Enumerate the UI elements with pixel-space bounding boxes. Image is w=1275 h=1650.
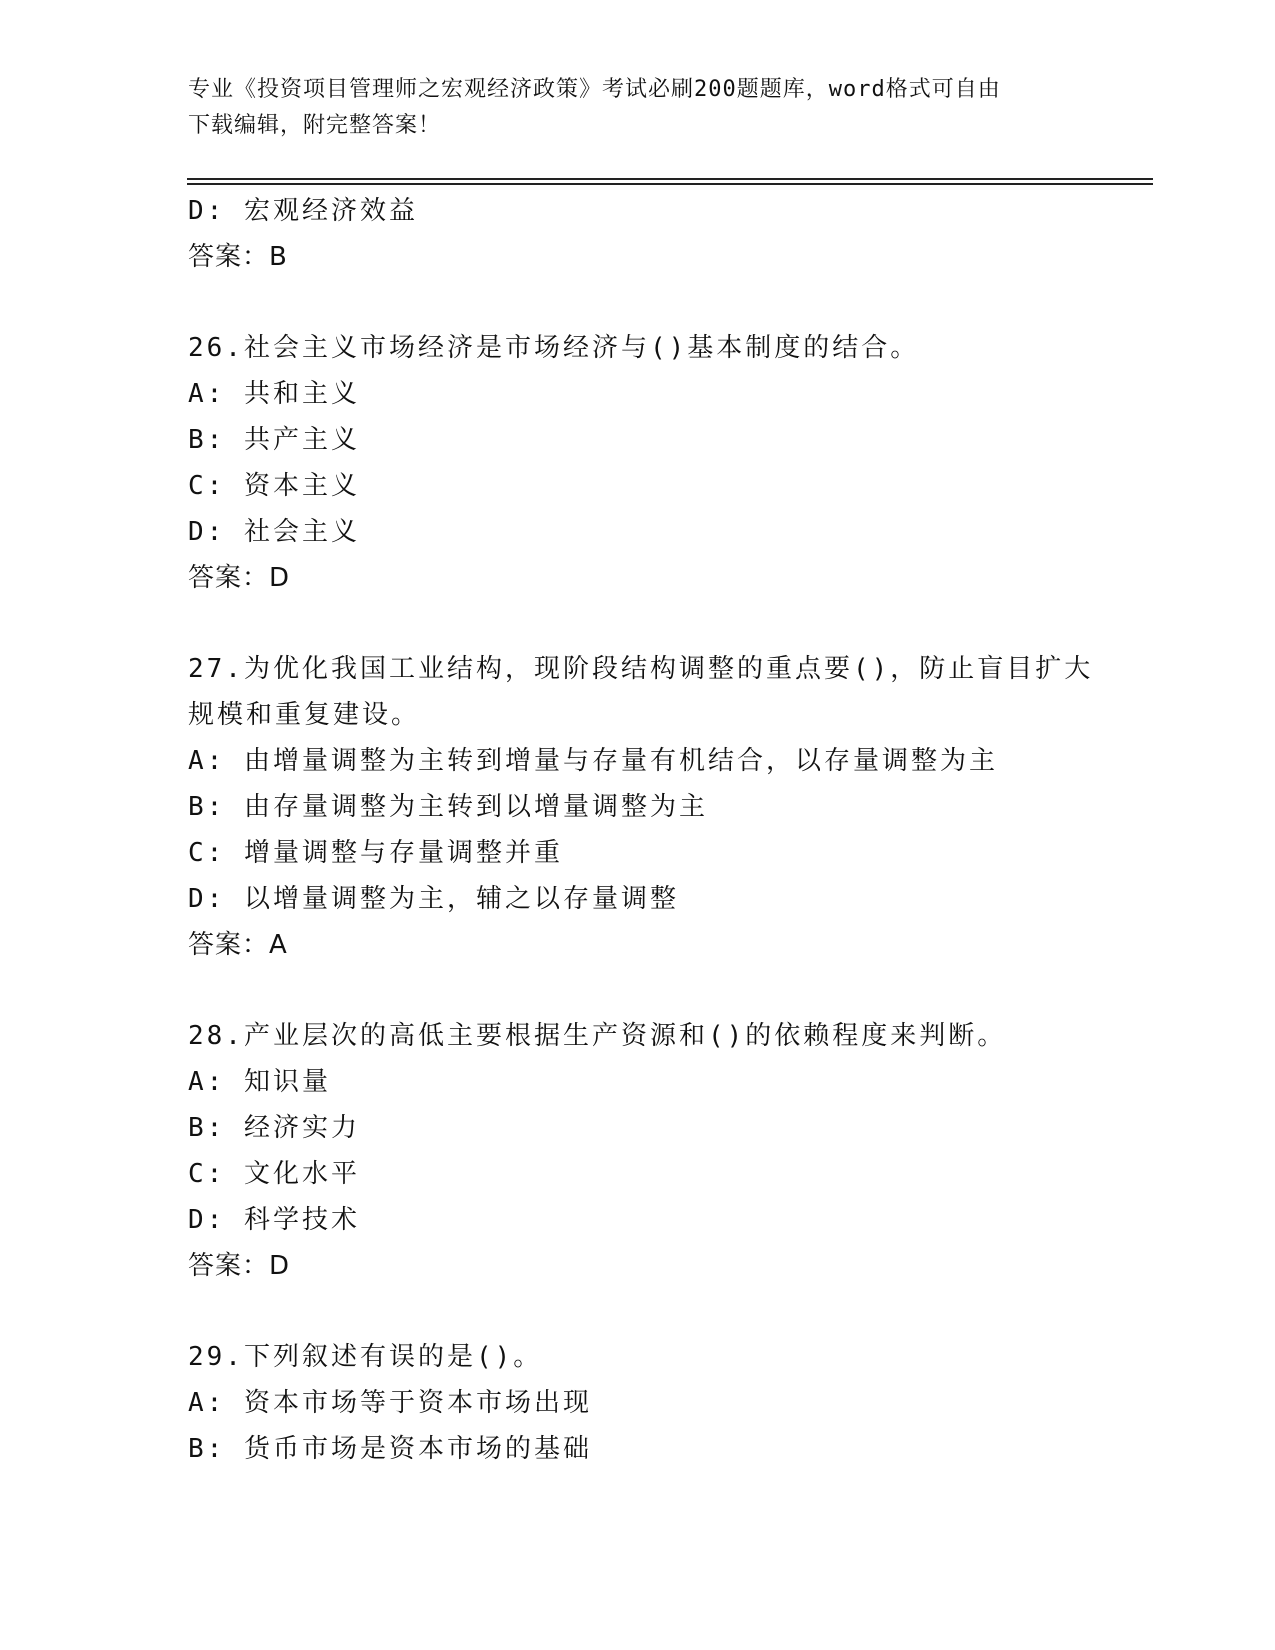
question-text: 28.产业层次的高低主要根据生产资源和()的依赖程度来判断。	[188, 1021, 1007, 1051]
spacer	[188, 968, 1088, 1013]
spacer	[188, 601, 1088, 646]
header-line-2: 下载编辑，附完整答案！	[188, 113, 442, 138]
option-c: C: 文化水平	[188, 1159, 360, 1189]
document-header	[188, 72, 1088, 144]
option-d: D: 宏观经济效益	[188, 196, 418, 226]
answer: 答案：D	[188, 1251, 291, 1281]
previous-question-tail	[188, 188, 1088, 280]
option-d: D: 社会主义	[188, 517, 360, 547]
question-27	[188, 646, 1094, 968]
spacer	[188, 280, 1088, 325]
option-b: B: 共产主义	[188, 425, 360, 455]
option-a: A: 由增量调整为主转到增量与存量有机结合，以存量调整为主	[188, 746, 998, 776]
header-line-1: 专业《投资项目管理师之宏观经济政策》考试必刷200题题库，word格式可自由	[188, 77, 1001, 102]
option-d: D: 科学技术	[188, 1205, 360, 1235]
question-list	[188, 188, 1094, 1472]
question-text: 26.社会主义市场经济是市场经济与()基本制度的结合。	[188, 333, 920, 363]
answer: 答案：D	[188, 563, 291, 593]
header-divider-top	[187, 178, 1153, 180]
question-28	[188, 1013, 1088, 1289]
question-29	[188, 1334, 1088, 1472]
question-text-line-1: 27.为优化我国工业结构，现阶段结构调整的重点要()，防止盲目扩大	[188, 654, 1094, 684]
option-a: A: 共和主义	[188, 379, 360, 409]
option-b: B: 由存量调整为主转到以增量调整为主	[188, 792, 708, 822]
answer: 答案：A	[188, 930, 288, 960]
option-b: B: 经济实力	[188, 1113, 360, 1143]
option-d: D: 以增量调整为主，辅之以存量调整	[188, 884, 679, 914]
option-c: C: 资本主义	[188, 471, 360, 501]
question-26	[188, 325, 1088, 601]
question-text: 29.下列叙述有误的是()。	[188, 1342, 543, 1372]
option-a: A: 知识量	[188, 1067, 331, 1097]
header-divider-bottom	[187, 183, 1153, 185]
spacer	[188, 1289, 1088, 1334]
answer: 答案：B	[188, 242, 288, 272]
option-b: B: 货币市场是资本市场的基础	[188, 1434, 592, 1464]
question-text-line-2: 规模和重复建设。	[188, 700, 421, 730]
option-a: A: 资本市场等于资本市场出现	[188, 1388, 592, 1418]
option-c: C: 增量调整与存量调整并重	[188, 838, 563, 868]
